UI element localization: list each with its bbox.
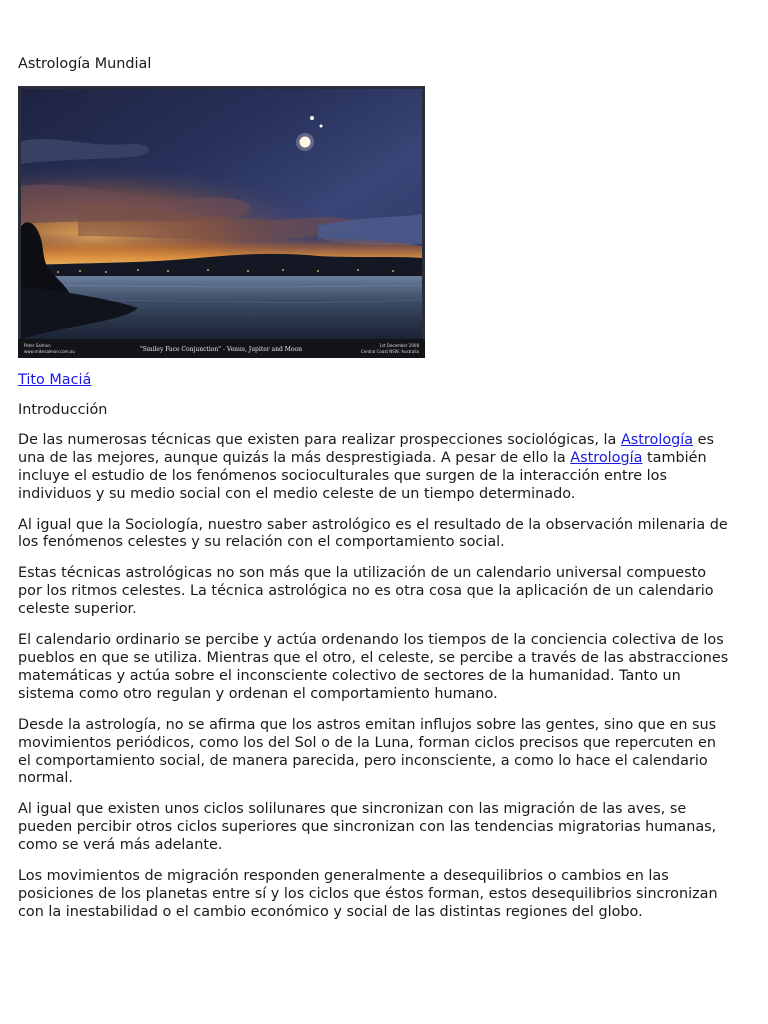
paragraph-6: Al igual que existen unos ciclos solilunares que sincronizan con las migración de las aves, se pueden percibir otros ciclos superiores que sincronizan con las tendencias migratorias humanas, como se verá más adelante. <box>18 801 717 854</box>
paragraph-1-text-b: es una de las mejores, aunque quizás la más desprestigiada. A pesar de ello la <box>18 431 715 466</box>
paragraph-2: Al igual que la Sociología, nuestro saber astrológico es el resultado de la observación milenaria de los fenómenos celestes y su relación con el comportamiento social. <box>18 516 728 551</box>
astrologia-link-1[interactable]: Astrología <box>620 431 694 448</box>
svg-text:Peter Salmon: Peter Salmon <box>24 343 51 348</box>
svg-text:Central Coast NSW, Australia: Central Coast NSW, Australia <box>360 349 419 354</box>
svg-text:"Smiley Face Conjunction" - Ve: "Smiley Face Conjunction" - Venus, Jupiter and Moon <box>140 346 302 353</box>
paragraph-4: El calendario ordinario se percibe y actúa ordenando los tiempos de la conciencia colectiva de los pueblos en que se utiliza. Mientras que el otro, el celeste, se percibe a través de las abstracciones matemáticas y actúa sobre el inconsciente colectivo de sectores de la humanidad. Tanto un sistema como otro regulan y ordenan el comportamiento humano. <box>18 632 729 702</box>
conjunction-photo <box>18 86 425 358</box>
svg-text:www.mikesalmon.com.au: www.mikesalmon.com.au <box>24 349 75 354</box>
article-body <box>18 402 730 935</box>
paragraph-3: Estas técnicas astrológicas no son más que la utilización de un calendario universal compuesto por los ritmos celestes. La técnica astrológica no es otra cosa que la aplicación de un calendario celeste superior. <box>18 565 714 618</box>
paragraph-1-text-c: también incluye el estudio de los fenómenos socioculturales que surgen de la interacción entre los individuos y su medio social con el medio celeste de un tiempo determinado. <box>18 449 707 502</box>
paragraph-1-text-a: De las numerosas técnicas que existen para realizar prospecciones sociológicas, la <box>18 431 621 448</box>
paragraph-5: Desde la astrología, no se afirma que los astros emitan influjos sobre las gentes, sino que en sus movimientos periódicos, como los del Sol o de la Luna, forman ciclos precisos que repercuten en el comportamiento social, de manera parecida, pero inconsciente, a como lo hace el calendario normal. <box>18 716 717 787</box>
paragraph-1 <box>18 432 730 504</box>
astrologia-link-2[interactable]: Astrología <box>570 449 643 466</box>
document-title: Astrología Mundial <box>18 56 152 72</box>
paragraph-7: Los movimientos de migración responden generalmente a desequilibrios o cambios en las posiciones de los planetas entre sí y los ciclos que éstos forman, estos desequilibrios sincronizan con la inestabilidad o el cambio económico y social de las distintas regiones del globo. <box>18 868 718 920</box>
svg-text:1st December 2008: 1st December 2008 <box>379 343 419 348</box>
author-link[interactable]: Tito Maciá <box>18 372 92 388</box>
intro-heading: Introducción <box>18 402 108 418</box>
